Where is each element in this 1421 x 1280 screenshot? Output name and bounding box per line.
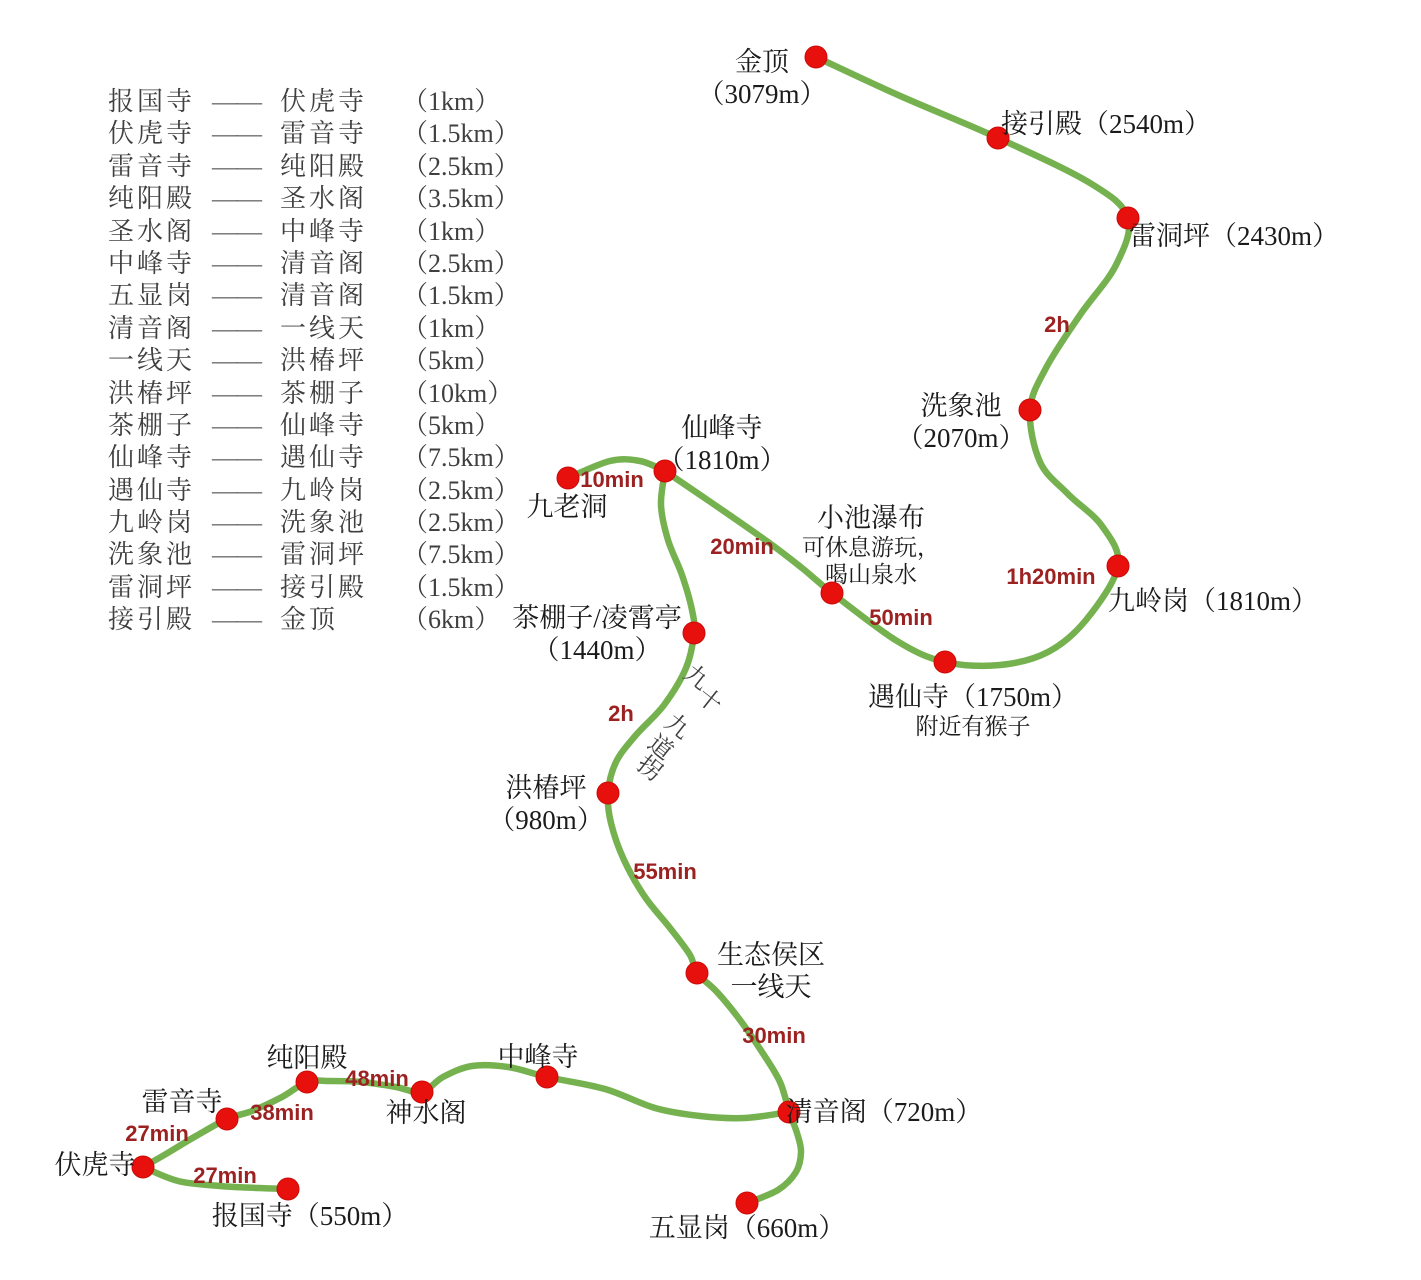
station-label-line: 中峰寺 (497, 1042, 579, 1072)
station-label-line: 洗象池 (920, 391, 1002, 421)
legend-to-station: 仙峰寺 (280, 410, 368, 440)
station-label-yuxiansi (868, 681, 1078, 740)
legend-row (108, 216, 520, 248)
legend-distance: （3.5km） (402, 184, 520, 214)
duration-label-11: 27min (193, 1163, 257, 1188)
legend-to-station: 雷洞坪 (280, 540, 368, 570)
station-label-jinding (697, 46, 826, 110)
station-label-jieyindian (1001, 108, 1211, 140)
legend-from-station: 纯阳殿 (108, 184, 196, 214)
station-label-leidongping (1129, 220, 1339, 252)
station-label-line: 喝山泉水 (825, 562, 917, 587)
station-dot-chunyangdian (296, 1071, 318, 1093)
station-label-jiulinggang (1108, 585, 1318, 617)
legend-row (108, 345, 520, 377)
legend-from-station: 洪椿坪 (108, 378, 196, 408)
legend-dash: —— (212, 281, 260, 311)
legend-row (108, 86, 520, 118)
station-label-line: 纯阳殿 (266, 1043, 348, 1073)
legend-distance: （2.5km） (402, 151, 520, 181)
legend-distance: （1.5km） (402, 572, 520, 602)
legend-row (108, 604, 520, 636)
legend-row (108, 151, 520, 183)
station-label-line: 金顶 (734, 47, 789, 77)
legend-from-station: 茶棚子 (108, 410, 196, 440)
legend-distance: （5km） (402, 346, 501, 376)
legend-to-station: 伏虎寺 (280, 87, 368, 116)
legend-distance: （7.5km） (402, 540, 520, 570)
station-label-line: 小池瀑布 (817, 503, 925, 533)
legend-distance: （1.5km） (402, 281, 520, 311)
station-label-line: 九岭岗（1810m） (1107, 586, 1319, 616)
station-label-line: 洪椿坪 (505, 773, 587, 803)
legend-distance: （1km） (402, 313, 501, 343)
legend-from-station: 伏虎寺 (108, 119, 196, 149)
legend-dash: —— (212, 216, 260, 246)
station-label-zhongfengsi (498, 1041, 579, 1073)
legend-from-station: 接引殿 (108, 605, 196, 635)
station-dot-yuxiansi (934, 651, 956, 673)
station-dot-chapengzi (683, 622, 705, 644)
station-label-chunyangdian (267, 1042, 348, 1074)
legend-dash: —— (212, 313, 260, 343)
legend-to-station: 雷音寺 (280, 119, 368, 149)
station-label-line: （1810m） (657, 445, 787, 475)
duration-label-5: 2h (608, 701, 634, 726)
station-label-leiyinsi (142, 1086, 223, 1118)
station-label-line: 雷音寺 (141, 1087, 223, 1117)
station-dot-jiulaodong (557, 467, 579, 489)
legend-to-station: 接引殿 (280, 572, 368, 602)
station-label-line: 附近有猴子 (915, 714, 1031, 739)
legend-from-station: 雷音寺 (108, 151, 196, 181)
legend-distance: （1km） (402, 87, 501, 116)
legend-row (108, 410, 520, 442)
duration-label-9: 38min (250, 1100, 314, 1125)
legend-to-station: 圣水阁 (280, 184, 368, 214)
legend-from-station: 一线天 (108, 346, 196, 376)
legend-distance: （7.5km） (402, 443, 520, 473)
switchback-path-name-char: 九 (659, 709, 695, 745)
switchback-path-name-char: 九 (678, 660, 714, 696)
legend-to-station: 清音阁 (280, 248, 368, 278)
legend-dash: —— (212, 508, 260, 538)
legend-dash: —— (212, 346, 260, 376)
legend-row (108, 572, 520, 604)
station-label-hongchunping (488, 772, 604, 836)
station-label-line: 伏虎寺 (54, 1150, 136, 1180)
station-label-line: 雷洞坪（2430m） (1128, 221, 1340, 251)
legend-dash: —— (212, 248, 260, 278)
station-label-line: 茶棚子/凌霄亭 (512, 603, 682, 633)
legend-dash: —— (212, 540, 260, 570)
duration-label-4: 10min (580, 467, 644, 492)
legend-dash: —— (212, 443, 260, 473)
legend-dash: —— (212, 87, 260, 116)
legend-row (108, 313, 520, 345)
station-dot-wuxiangang (736, 1192, 758, 1214)
legend-distance: （1km） (402, 216, 501, 246)
legend-to-station: 茶棚子 (280, 378, 368, 408)
legend-to-station: 九岭岗 (280, 475, 368, 505)
station-label-line: （3079m） (697, 79, 827, 109)
duration-label-10: 27min (125, 1121, 189, 1146)
legend-to-station: 遇仙寺 (280, 443, 368, 473)
legend-to-station: 清音阁 (280, 281, 368, 311)
duration-label-6: 55min (633, 859, 697, 884)
legend-dash: —— (212, 572, 260, 602)
station-label-line: （2070m） (896, 423, 1026, 453)
station-label-line: （1440m） (532, 635, 662, 665)
legend-from-station: 九岭岗 (108, 508, 196, 538)
legend-dash: —— (212, 151, 260, 181)
legend-row (108, 280, 520, 312)
legend-row (108, 475, 520, 507)
duration-label-0: 2h (1044, 312, 1070, 337)
legend-dash: —— (212, 605, 260, 635)
station-label-baoguosi (212, 1200, 409, 1232)
legend-from-station: 中峰寺 (108, 248, 196, 278)
station-label-shenshuige (386, 1097, 467, 1129)
legend-dash: —— (212, 378, 260, 408)
station-dot-baoguosi (277, 1178, 299, 1200)
legend-distance: （2.5km） (402, 475, 520, 505)
duration-label-1: 1h20min (1006, 564, 1096, 589)
legend-dash: —— (212, 184, 260, 214)
legend-row (108, 539, 520, 571)
legend-row (108, 442, 520, 474)
station-dot-yixiantian (686, 962, 708, 984)
station-label-line: 生态侯区 (717, 940, 825, 970)
station-label-fuhusi (55, 1149, 136, 1181)
station-label-line: 遇仙寺（1750m） (867, 682, 1079, 712)
legend-from-station: 洗象池 (108, 540, 196, 570)
legend-distance: （6km） (402, 605, 501, 635)
distance-legend (108, 86, 520, 637)
legend-to-station: 纯阳殿 (280, 151, 368, 181)
legend-to-station: 中峰寺 (280, 216, 368, 246)
legend-row (108, 507, 520, 539)
station-label-line: 接引殿（2540m） (1000, 109, 1212, 139)
station-label-line: 仙峰寺 (681, 413, 763, 443)
trail-segment-xianfengsi-to-qingyinge (608, 471, 789, 1112)
switchback-path-name-char: 十 (691, 683, 727, 719)
station-label-xiaochipubu (802, 502, 940, 588)
legend-distance: （2.5km） (402, 248, 520, 278)
legend-row (108, 378, 520, 410)
legend-distance: （5km） (402, 410, 501, 440)
switchback-path-name-char: 拐 (631, 751, 667, 787)
legend-from-station: 遇仙寺 (108, 475, 196, 505)
duration-label-3: 20min (710, 534, 774, 559)
legend-from-station: 五显岗 (108, 281, 196, 311)
station-label-chapengzi (512, 602, 682, 666)
station-label-xianfengsi (657, 412, 786, 476)
legend-from-station: 圣水阁 (108, 216, 196, 246)
legend-row (108, 248, 520, 280)
legend-distance: （1.5km） (402, 119, 520, 149)
station-label-line: 神水阁 (385, 1098, 467, 1128)
legend-row (108, 118, 520, 150)
legend-from-station: 清音阁 (108, 313, 196, 343)
station-label-xixiangchi (896, 390, 1025, 454)
legend-row (108, 183, 520, 215)
station-label-line: 一线天 (730, 972, 812, 1002)
station-label-yixiantian (717, 939, 825, 1003)
station-label-qingyinge (786, 1096, 983, 1128)
legend-dash: —— (212, 410, 260, 440)
station-label-line: 报国寺（550m） (211, 1201, 409, 1231)
legend-to-station: 金顶 (280, 605, 339, 635)
legend-distance: （10km） (402, 378, 514, 408)
station-label-wuxiangang (649, 1212, 846, 1244)
duration-label-7: 30min (742, 1023, 806, 1048)
duration-label-8: 48min (345, 1066, 409, 1091)
duration-label-2: 50min (869, 605, 933, 630)
legend-dash: —— (212, 475, 260, 505)
station-label-jiulaodong (527, 491, 608, 523)
station-label-line: （980m） (488, 805, 604, 835)
legend-dash: —— (212, 119, 260, 149)
legend-from-station: 仙峰寺 (108, 443, 196, 473)
station-label-line: 可休息游玩， (802, 535, 940, 560)
legend-distance: （2.5km） (402, 508, 520, 538)
station-label-line: 五显岗（660m） (648, 1213, 846, 1243)
switchback-path-name-char: 道 (642, 730, 678, 766)
legend-from-station: 报国寺 (108, 87, 196, 116)
station-label-line: 九老洞 (526, 492, 608, 522)
legend-to-station: 洗象池 (280, 508, 368, 538)
station-label-line: 清音阁（720m） (785, 1097, 983, 1127)
station-dot-jiulinggang (1107, 555, 1129, 577)
legend-to-station: 洪椿坪 (280, 346, 368, 376)
legend-from-station: 雷洞坪 (108, 572, 196, 602)
legend-to-station: 一线天 (280, 313, 368, 343)
